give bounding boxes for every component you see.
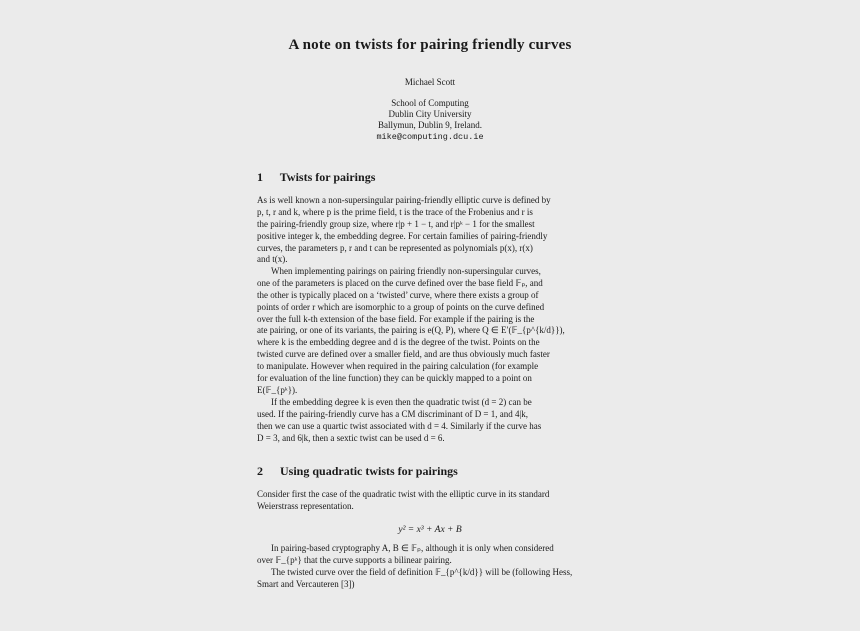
text-line: where k is the embedding degree and d is the degree of the twist. Points on the bbox=[257, 337, 540, 348]
text-line: As is well known a non-supersingular pairing-friendly elliptic curve is defined by bbox=[257, 195, 551, 205]
section-1-heading bbox=[257, 170, 375, 185]
text-line: Consider first the case of the quadratic twist with the elliptic curve in its standard bbox=[257, 489, 550, 499]
section-1-paragraph-1 bbox=[257, 195, 603, 266]
text-line: then we can use a quartic twist associated with d = 4. Similarly if the curve has bbox=[257, 420, 542, 431]
section-2-title: Using quadratic twists for pairings bbox=[280, 464, 458, 478]
text-line: for evaluation of the line function) they can be quickly mapped to a point on bbox=[257, 373, 532, 384]
text-line: curves, the parameters p, r and t can be represented as polynomials p(x), r(x) bbox=[257, 242, 533, 253]
affiliation-line-2: Dublin City University bbox=[388, 109, 472, 119]
affiliation-line-1: School of Computing bbox=[391, 98, 469, 108]
text-line: used. If the pairing-friendly curve has a CM discriminant of D = 1, and 4|k, bbox=[257, 408, 529, 419]
text-line: positive integer k, the embedding degree. For certain families of pairing-friendly bbox=[257, 230, 548, 241]
section-1-number: 1 bbox=[257, 170, 263, 184]
text-line: points of order r which are isomorphic to a group of points on the curve defined bbox=[257, 301, 545, 312]
text-line: the pairing-friendly group size, where r|p + 1 − t, and r|pᵏ − 1 for the smallest bbox=[257, 218, 535, 229]
section-1-paragraph-2 bbox=[257, 266, 603, 397]
section-2-heading bbox=[257, 464, 458, 479]
section-2-paragraph-1 bbox=[257, 489, 603, 513]
text-line: If the embedding degree k is even then the quadratic twist (d = 2) can be bbox=[271, 397, 532, 407]
author-name: Michael Scott bbox=[404, 77, 456, 87]
section-2-number: 2 bbox=[257, 464, 263, 478]
text-line: ate pairing, or one of its variants, the pairing is e(Q, P), where Q ∈ E′(𝔽_{p^{k/d}}), bbox=[257, 325, 565, 336]
author-email: mike@computing.dcu.ie bbox=[376, 132, 484, 142]
weierstrass-equation: y² = x³ + Ax + B bbox=[398, 525, 462, 535]
text-line: the other is typically placed on a ‘twisted’ curve, where there exists a group of bbox=[257, 289, 539, 300]
text-line: twisted curve are defined over a smaller field, and are thus obviously much faster bbox=[257, 349, 550, 360]
text-line: over the full k-th extension of the base field. For example if the pairing is the bbox=[257, 313, 535, 324]
section-2-paragraph-3 bbox=[257, 567, 603, 591]
text-line: Weierstrass representation. bbox=[257, 500, 354, 511]
text-line: to manipulate. However when required in the pairing calculation (for example bbox=[257, 361, 539, 372]
affiliation-line-3: Ballymun, Dublin 9, Ireland. bbox=[378, 120, 482, 130]
text-line: In pairing-based cryptography A, B ∈ 𝔽ₚ, although it is only when considered bbox=[271, 543, 554, 553]
text-line: p, t, r and k, where p is the prime field, t is the trace of the Frobenius and r is bbox=[257, 206, 533, 217]
text-line: Smart and Vercauteren [3]) bbox=[257, 578, 355, 589]
text-line: D = 3, and 6|k, then a sextic twist can be used d = 6. bbox=[257, 432, 445, 443]
text-line: E(𝔽_{pᵏ}). bbox=[257, 384, 298, 395]
text-line: The twisted curve over the field of definition 𝔽_{p^{k/d}} will be (following Hess, bbox=[271, 567, 573, 577]
section-1-paragraph-3 bbox=[257, 397, 603, 445]
text-line: over 𝔽_{pᵏ} that the curve supports a bilinear pairing. bbox=[257, 554, 452, 565]
text-line: one of the parameters is placed on the curve defined over the base field 𝔽ₚ, and bbox=[257, 277, 543, 288]
text-line: and t(x). bbox=[257, 254, 288, 265]
section-1-title: Twists for pairings bbox=[279, 170, 376, 184]
text-line: When implementing pairings on pairing friendly non-supersingular curves, bbox=[271, 266, 541, 276]
section-2-paragraph-2 bbox=[257, 543, 603, 567]
paper-title: A note on twists for pairing friendly curves bbox=[288, 37, 572, 53]
